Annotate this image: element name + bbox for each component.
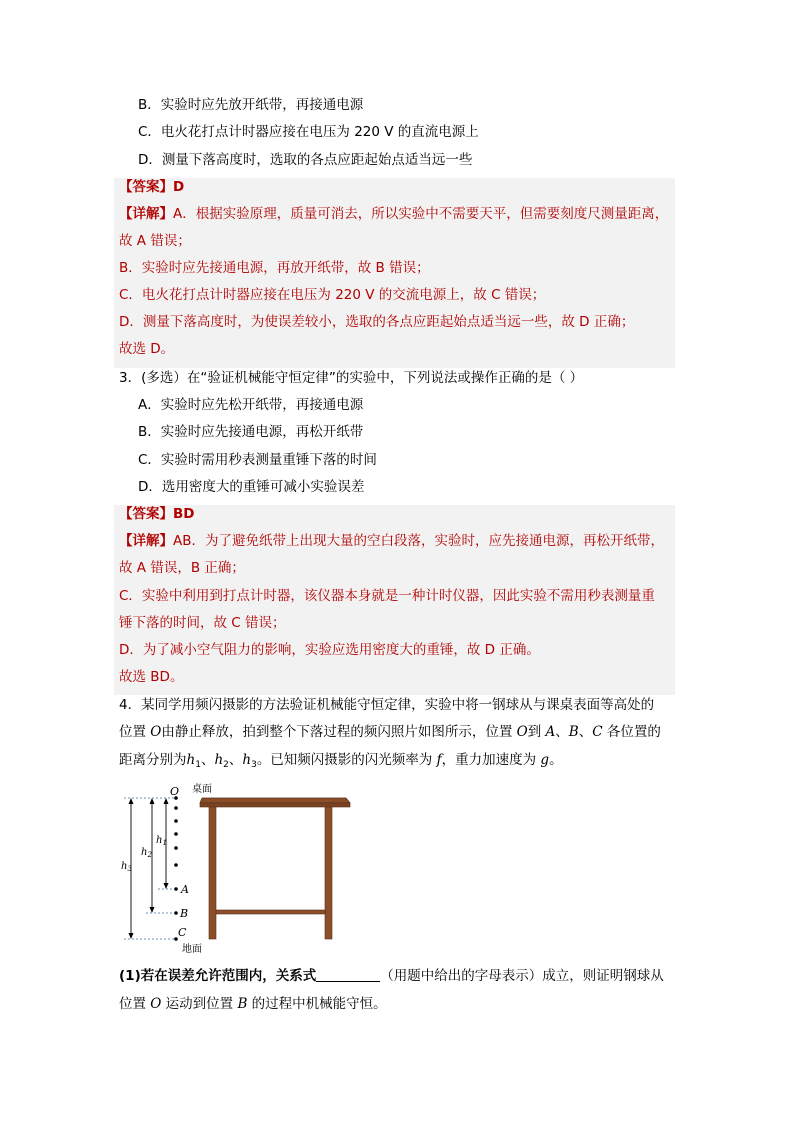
symbol-c: C [592, 724, 603, 740]
q3-detail-line-3: C．实验中利用到打点计时器，该仪器本身就是一种计时仪器，因此实验不需用秒表测量重 [119, 588, 655, 604]
strobe-photo-figure [116, 781, 356, 953]
symbol-h: h [242, 752, 252, 768]
text: 、 [228, 752, 243, 768]
q3-option-c: C．实验时需用秒表测量重锤下落的时间 [138, 452, 377, 468]
text: 、 [200, 752, 215, 768]
text: 、 [555, 724, 569, 740]
ball-dot [174, 819, 178, 823]
ball-dot [174, 863, 178, 867]
table-leg-left [209, 807, 216, 939]
h1-arrowhead-bottom [164, 883, 169, 889]
text: 到 [527, 724, 546, 740]
h3-arrowhead-top [129, 798, 134, 804]
q4-sub1-line-2 [119, 995, 387, 1013]
text: 运动到位置 [161, 996, 238, 1012]
text: 的过程中机械能守恒。 [247, 996, 387, 1012]
point-b-label: B [180, 907, 189, 920]
q2-detail-line-2: 故 A 错误； [119, 233, 191, 249]
answer-value: BD [173, 506, 195, 522]
q3-option-d: D．选用密度大的重锤可减小实验误差 [138, 479, 365, 495]
text: ，重力加速度为 [441, 752, 541, 768]
q3-detail-line-2: 故 A 错误，B 正确； [119, 560, 245, 576]
q4-stem-line-2 [119, 723, 661, 741]
subscript: 2 [223, 760, 229, 770]
ball-dot [174, 846, 178, 850]
subscript: 3 [251, 760, 257, 770]
h1-sub: 1 [162, 839, 167, 847]
text: 距离分别为 [119, 752, 187, 768]
q3-detail-line-5: D．为了减小空气阻力的影响，实验应选用密度大的重锤，故 D 正确。 [119, 642, 540, 658]
q3-answer [119, 505, 195, 523]
q3-stem: 3．(多选）在“验证机械能守恒定律”的实验中，下列说法或操作正确的是（ ） [119, 370, 584, 386]
q2-detail-line-3: B．实验时应先接通电源，再放开纸带，故 B 错误； [119, 260, 430, 276]
q2-option-b: B．实验时应先放开纸带，再接通电源 [138, 97, 364, 113]
text: 、 [578, 724, 593, 740]
ground-label: 地面 [182, 944, 202, 953]
detail-text: A．根据实验原理，质量可消去，所以实验中不需要天平，但需要刻度尺测量距离， [173, 206, 669, 222]
q3-option-b: B．实验时应先接通电源，再松开纸带 [138, 424, 364, 440]
detail-text: AB．为了避免纸带上出现大量的空白段落，实验时，应先接通电源，再松开纸带， [173, 533, 664, 549]
q3-option-a: A．实验时应先松开纸带，再接通电源 [138, 397, 364, 413]
point-o-label: O [170, 785, 180, 798]
h3-letter: h [121, 861, 128, 872]
answer-value: D [173, 179, 185, 195]
q2-detail-line-1 [119, 205, 668, 223]
text: 由静止释放，拍到整个下落过程的频闪照片如图所示，位置 [161, 724, 517, 740]
answer-label: 【答案】 [119, 506, 173, 522]
symbol-b: B [568, 724, 579, 740]
symbol-g: g [540, 752, 550, 768]
table-label: 桌面 [192, 784, 212, 795]
ball-dot-b [174, 911, 178, 915]
h2-sub: 2 [147, 851, 152, 859]
h1-letter: h [156, 835, 163, 846]
h2-arrowhead-bottom [150, 907, 155, 913]
table-top-edge [200, 803, 350, 807]
q3-detail-line-6: 故选 BD。 [119, 669, 184, 685]
symbol-f: f [436, 752, 442, 768]
h3-arrowhead-bottom [129, 933, 134, 939]
ball-dot [174, 832, 178, 836]
detail-label: 【详解】 [119, 206, 173, 222]
answer-blank[interactable] [316, 967, 380, 982]
q4-sub1-line-1 [119, 967, 664, 985]
symbol-o: O [516, 724, 528, 740]
text: 。已知频闪摄影的闪光频率为 [256, 752, 437, 768]
point-a-label: A [181, 883, 189, 896]
h2-label [141, 847, 152, 859]
symbol-b: B [237, 996, 248, 1012]
h1-arrowhead-top [164, 798, 169, 804]
sub1-text: (1)若在误差允许范围内，关系式 [119, 968, 317, 984]
q2-option-d: D．测量下落高度时，选取的各点应距起始点适当远一些 [138, 152, 473, 168]
h2-letter: h [141, 847, 148, 858]
q2-detail-line-4: C．电火花打点计时器应接在电压为 220 V 的交流电源上，故 C 错误； [119, 287, 546, 303]
point-c-label: C [178, 926, 187, 939]
subscript: 1 [195, 760, 201, 770]
symbol-h: h [186, 752, 196, 768]
text: 位置 [119, 996, 151, 1012]
ball-dot [174, 806, 178, 810]
q4-stem-line-1: 4．某同学用频闪摄影的方法验证机械能守恒定律，实验中将一钢球从与课桌表面等高处的 [119, 697, 655, 713]
q3-detail-line-1 [119, 532, 664, 550]
q2-detail-line-6: 故选 D。 [119, 341, 175, 357]
detail-label: 【详解】 [119, 533, 173, 549]
q2-option-c: C．电火花打点计时器应接在电压为 220 V 的直流电源上 [138, 124, 479, 140]
table-leg-right [325, 807, 332, 939]
q2-detail-line-5: D．测量下落高度时，为使误差较小，选取的各点应距起始点适当远一些，故 D 正确； [119, 314, 635, 330]
sub1-text: （用题中给出的字母表示）成立，则证明钢球从 [380, 968, 664, 984]
text: 各位置的 [602, 724, 661, 740]
answer-label: 【答案】 [119, 179, 173, 195]
h2-arrowhead-top [150, 798, 155, 804]
symbol-o: O [150, 724, 162, 740]
h1-label [156, 835, 167, 847]
table-crossbar [216, 910, 325, 914]
text: 位置 [119, 724, 151, 740]
table-top [200, 798, 350, 803]
text: 。 [549, 752, 563, 768]
symbol-o: O [150, 996, 162, 1012]
q4-stem-line-3 [119, 751, 563, 774]
symbol-h: h [214, 752, 224, 768]
q3-detail-line-4: 锤下落的时间，故 C 错误； [119, 615, 286, 631]
q2-answer [119, 178, 184, 196]
symbol-a: A [545, 724, 556, 740]
h3-sub: 3 [127, 865, 132, 873]
ball-dot-a [174, 887, 178, 891]
